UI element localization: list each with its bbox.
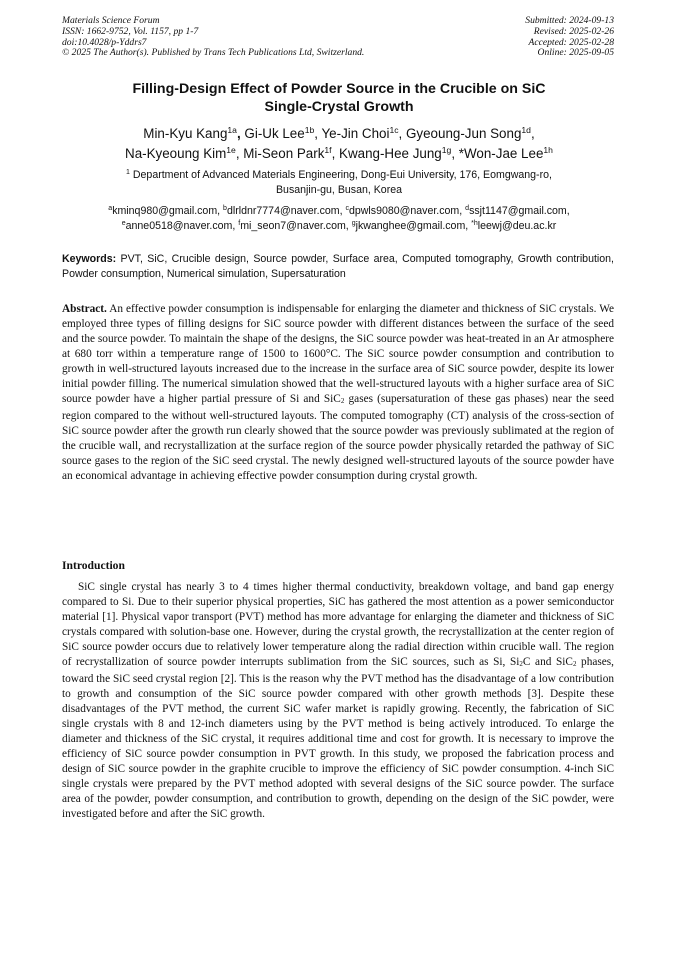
affiliation-line-2: Busanjin-gu, Busan, Korea [275, 183, 403, 196]
section-heading-introduction: Introduction [62, 559, 125, 572]
email: $^f$mi_seon7@naver.com, [238, 219, 352, 232]
email: $^a$kminq980@gmail.com, [108, 205, 224, 217]
author: Ye-Jin Choi$^{1c}$, [321, 125, 406, 141]
issn-line: ISSN: 1662-9752, Vol. 1157, pp 1-7 [62, 25, 199, 37]
accepted-date: Accepted: 2025-02-28 [528, 36, 614, 48]
subscript: 2 [519, 660, 523, 668]
author: Na-Kyeoung Kim$^{1e}$, [125, 145, 244, 161]
paper-title [70, 80, 608, 116]
email-list [40, 204, 638, 233]
revised-date: Revised: 2025-02-26 [533, 25, 614, 37]
doi-line: doi:10.4028/p-Yddrs7 [62, 36, 147, 48]
journal-name: Materials Science Forum [62, 15, 160, 26]
abstract [62, 302, 614, 484]
abstract-text: An effective powder consumption is indispensable for enlarging the diameter and thickness of SiC crystals. We employed three types of filling designs for SiC source powder with different distances between the surface of the seed and the source powder. To maintain the shape of the designs, the SiC source powder was heat-treated in an Ar atmosphere at 680 torr within a temperature range of 1500 to 1600°C. The SiC source powder consumption and contribution to growth in well-structured layouts increased due to the increase in the surface area of SiC source powder, despite its lower initial powder filling. The numerical simulation showed that the well-structured layouts with a higher surface area of SiC source powder have a higher partial pressure of Si and SiC [62, 303, 614, 405]
author-list [40, 124, 638, 164]
keywords-text: PVT, SiC, Crucible design, Source powder, Surface area, Computed tomography, Growth contribution, Powder consumption, Numerical simulation, Supersaturation [62, 253, 614, 280]
abstract-label: Abstract. [62, 303, 107, 315]
author: Gyeoung-Jun Song$^{1d}$, [406, 125, 535, 141]
keywords [62, 252, 614, 281]
abstract-text-cont: gases (supersaturation of these gas phases) near the seed region compared to the without well-structured layouts. The computed tomography (CT) analysis of the cross-section of SiC source powder after the growth run clearly showed that the source powder was previously sublimated at the region of the crucible wall, and recrystallization at the surface region of the source powder physically retarded the pathway of SiC source gases to the region of the SiC seed crystal. The newly designed well-structured layouts of the source powder have an economical advantage in achieving effective powder consumption during crystal growth. [62, 393, 614, 482]
email: $^g$jkwanghee@gmail.com, [351, 219, 472, 232]
subscript: 2 [340, 397, 345, 405]
journal-header [62, 16, 614, 59]
subscript: 2 [572, 660, 577, 668]
affiliation-marker: 1 [126, 169, 130, 176]
email: $^b$dlrldnr7774@naver.com, [223, 205, 346, 217]
title-line-2: Single-Crystal Growth [264, 99, 414, 115]
affiliation-line-1: Department of Advanced Materials Engineering, Dong-Eui University, 176, Eomgwang-ro, [129, 169, 552, 181]
introduction-paragraph: SiC single crystal has nearly 3 to 4 times higher thermal conductivity, breakdown voltage, and band gap energy compared to Si. Due to their superior physical properties, SiC has gathered the most attention as a power semiconductor material [1]. Physical vapor transport (PVT) method has more advantage for enlarging the diameter and thickness of SiC crystals compared with solution-base one. However, during the crystal growth, the recrystallization at the center region of SiC source powder occurs due to relatively lower temperature along the radial direction within crucible wall. The region of recrystallization of source powder interrupts sublimation from the SiC sources, such as Si, Si2C and SiC2 phases, toward the SiC seed crystal region [2]. This is the reason why the PVT method has the disadvantage of a low contribution to growth and consumption of the SiC source powder compared with other growth methods [3]. Despite these disadvantages of the PVT method, the current SiC wafer market is rapidly growing. Recently, the fabrication of SiC single crystals with 8 and 12-inch diameters using by the PVT method is being actively introduced. To enlarge the diameter and thickness of the SiC crystal, it requires additional time and cost for growth. It is necessary to improve the efficiency of SiC source powder consumption in PVT growth. In this study, we proposed the fabrication process and design of SiC source powder in the graphite crucible to improve the efficiency of SiC powder consumption. 4-inch SiC single crystals were prepared by the PVT method adopted with several designs of the SiC source powder. The surface area of the powder, powder consumption, and contribution to growth, depending on the design of the SiC powder, were investigated before and after the SiC growth. [62, 581, 614, 820]
email: $^d$ssjt1147@gmail.com, [465, 205, 570, 217]
publication-dates [525, 16, 614, 59]
title-line-1: Filling-Design Effect of Powder Source in the Crucible on SiC [132, 81, 546, 97]
author: Gi-Uk Lee$^{1b}$, [244, 125, 322, 141]
email: $^{*h}$leewj@deu.ac.kr [471, 219, 557, 232]
submitted-date: Submitted: 2024-09-13 [525, 15, 614, 26]
affiliation [70, 168, 608, 197]
author: Kwang-Hee Jung$^{1g}$, [339, 145, 459, 161]
online-date: Online: 2025-09-05 [537, 47, 614, 59]
author: *Won-Jae Lee$^{1h}$ [458, 145, 553, 161]
author: Min-Kyu Kang$^{1a}$, [143, 125, 245, 141]
copyright-line: © 2025 The Author(s). Published by Trans Tech Publications Ltd, Switzerland. [62, 47, 365, 59]
email: $^c$dpwls9080@naver.com, [345, 205, 466, 217]
email: $^e$anne0518@naver.com, [121, 219, 239, 232]
keywords-label: Keywords: [62, 253, 117, 265]
publication-info [62, 16, 364, 59]
author: Mi-Seon Park$^{1f}$, [243, 145, 340, 161]
